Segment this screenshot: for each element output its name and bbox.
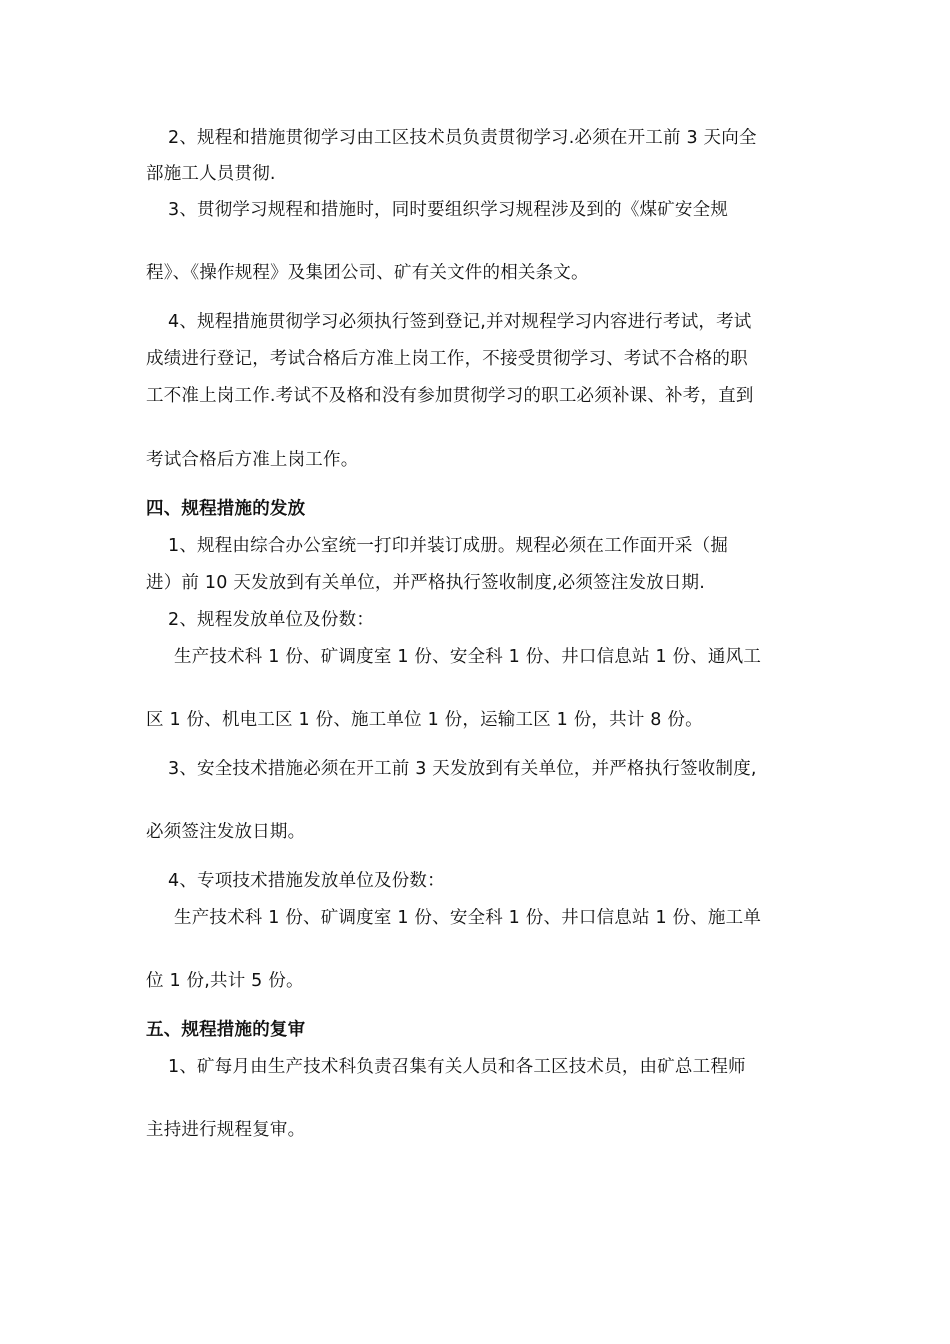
section-heading: 四、规程措施的发放 — [146, 499, 306, 519]
paragraph-line: 3、安全技术措施必须在开工前 3 天发放到有关单位，并严格执行签收制度, — [168, 759, 757, 779]
paragraph-line: 生产技术科 1 份、矿调度室 1 份、安全科 1 份、井口信息站 1 份、通风工 — [174, 647, 762, 667]
section-heading: 五、规程措施的复审 — [146, 1020, 306, 1040]
paragraph-line: 生产技术科 1 份、矿调度室 1 份、安全科 1 份、井口信息站 1 份、施工单 — [174, 908, 762, 928]
paragraph-line: 区 1 份、机电工区 1 份、施工单位 1 份，运输工区 1 份，共计 8 份。 — [146, 710, 703, 730]
paragraph-line: 主持进行规程复审。 — [146, 1120, 306, 1140]
paragraph-line: 进）前 10 天发放到有关单位，并严格执行签收制度,必须签注发放日期. — [146, 573, 706, 593]
paragraph-line: 3、贯彻学习规程和措施时，同时要组织学习规程涉及到的《煤矿安全规 — [168, 200, 729, 220]
paragraph-line: 部施工人员贯彻. — [146, 164, 276, 184]
paragraph-line: 成绩进行登记，考试合格后方准上岗工作，不接受贯彻学习、考试不合格的职 — [146, 349, 748, 369]
paragraph-line: 2、规程发放单位及份数： — [168, 610, 375, 630]
paragraph-line: 1、矿每月由生产技术科负责召集有关人员和各工区技术员，由矿总工程师 — [168, 1057, 746, 1077]
paragraph-line: 程》、《操作规程》及集团公司、矿有关文件的相关条文。 — [146, 263, 589, 283]
paragraph-line: 工不准上岗工作.考试不及格和没有参加贯彻学习的职工必须补课、补考，直到 — [146, 386, 754, 406]
paragraph-line: 必须签注发放日期。 — [146, 822, 306, 842]
paragraph-line: 位 1 份,共计 5 份。 — [146, 971, 304, 991]
paragraph-line: 考试合格后方准上岗工作。 — [146, 450, 359, 470]
paragraph-line: 2、规程和措施贯彻学习由工区技术员负责贯彻学习.必须在开工前 3 天向全 — [168, 128, 757, 148]
paragraph-line: 4、专项技术措施发放单位及份数： — [168, 871, 445, 891]
paragraph-line: 1、规程由综合办公室统一打印并装订成册。规程必须在工作面开采（掘 — [168, 536, 729, 556]
paragraph-line: 4、规程措施贯彻学习必须执行签到登记,并对规程学习内容进行考试，考试 — [168, 312, 752, 332]
